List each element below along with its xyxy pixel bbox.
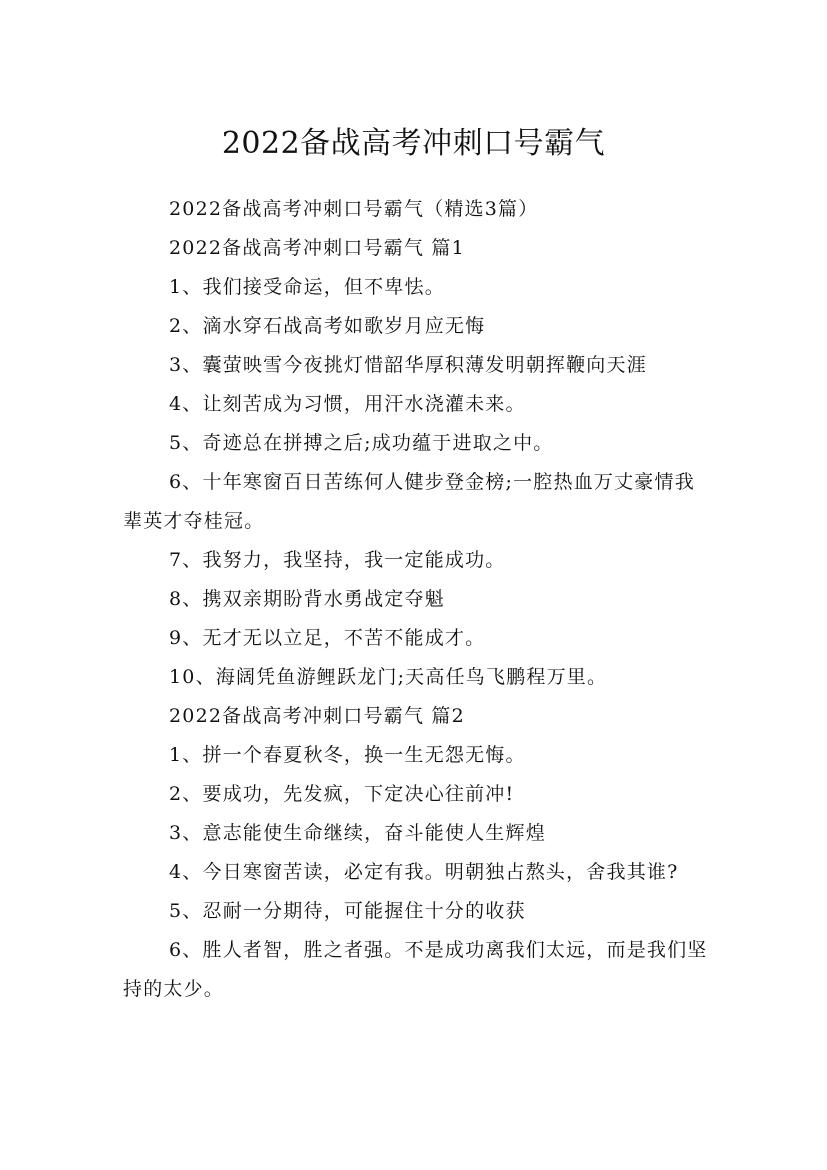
slogan-item: 6、胜人者智，胜之者强。不是成功离我们太远，而是我们坚持的太少。 [123,939,708,1000]
document-body [123,190,708,1009]
slogan-item: 5、奇迹总在拼搏之后;成功蕴于进取之中。 [169,432,554,454]
slogan-item: 8、携双亲期盼背水勇战定夺魁 [169,588,445,610]
slogan-item: 4、今日寒窗苦读，必定有我。明朝独占熬头，舍我其谁? [169,861,679,883]
section-heading-1: 2022备战高考冲刺口号霸气 篇1 [169,237,465,259]
slogan-item: 3、囊萤映雪今夜挑灯惜韶华厚积薄发明朝挥鞭向天涯 [169,354,647,376]
intro-line: 2022备战高考冲刺口号霸气（精选3篇） [169,198,539,220]
slogan-item: 4、让刻苦成为习惯，用汗水浇灌未来。 [169,393,526,415]
slogan-item: 3、意志能使生命继续，奋斗能使人生辉煌 [169,822,546,844]
slogan-item: 10、海阔凭鱼游鲤跃龙门;天高任鸟飞鹏程万里。 [169,666,608,688]
slogan-item: 1、拼一个春夏秋冬，换一生无怨无悔。 [169,744,526,766]
slogan-item: 2、要成功，先发疯，下定决心往前冲! [169,783,515,805]
slogan-item: 1、我们接受命运，但不卑怯。 [169,276,445,298]
slogan-item: 9、无才无以立足，不苦不能成才。 [169,627,486,649]
document-title: 2022备战高考冲刺口号霸气 [221,126,606,162]
slogan-item: 2、滴水穿石战高考如歌岁月应无悔 [169,315,486,337]
slogan-item: 7、我努力，我坚持，我一定能成功。 [169,549,506,571]
section-heading-2: 2022备战高考冲刺口号霸气 篇2 [169,705,465,727]
slogan-item: 5、忍耐一分期待，可能握住十分的收获 [169,900,526,922]
slogan-item: 6、十年寒窗百日苦练何人健步登金榜;一腔热血万丈豪情我辈英才夺桂冠。 [123,471,695,532]
